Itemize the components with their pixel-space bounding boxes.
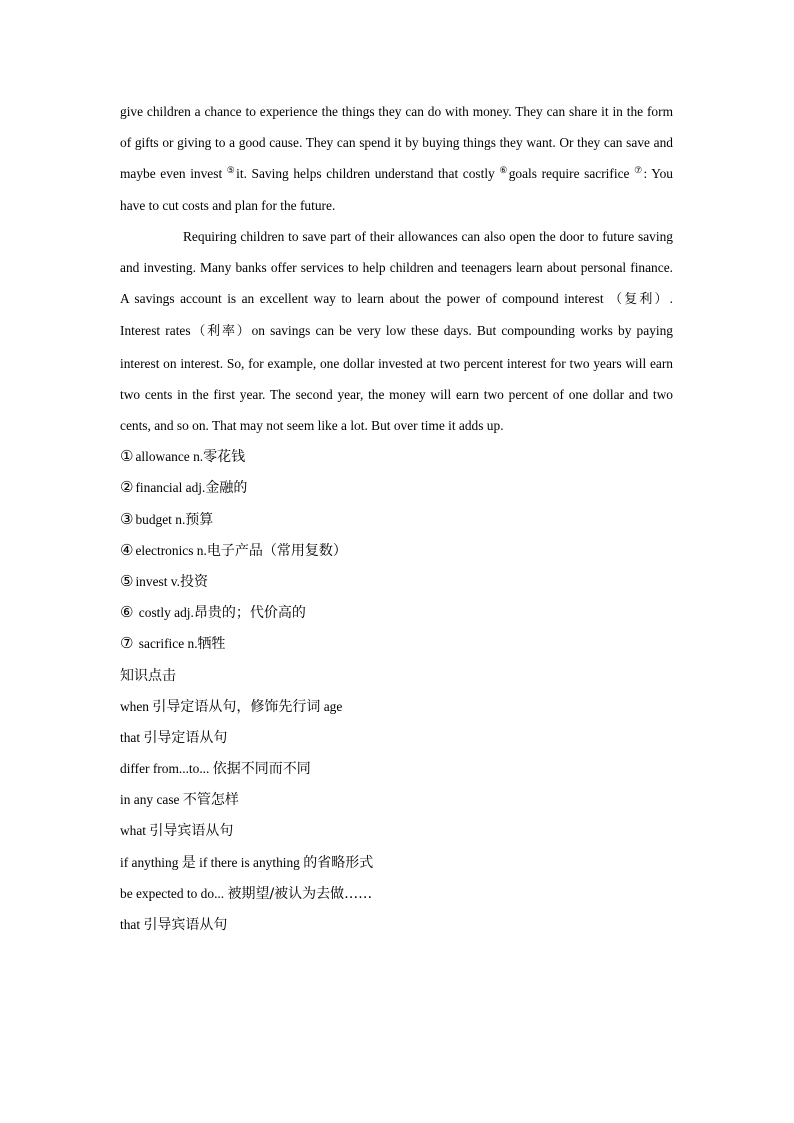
knowledge-phrase: be expected to do... <box>120 885 228 901</box>
paragraph-2-text-c: on savings can be very low these days. But compounding works by paying interest on interest. So, for example, one dollar invested at two percent interest for two years will earn two cents in the first year. The second year, the money will earn two percent of one dollar and two cents, and so on. That may not seem like a lot. But over time it adds up. <box>120 323 673 434</box>
vocabulary-list <box>120 441 673 659</box>
knowledge-phrase: that <box>120 917 144 933</box>
knowledge-note: 是 <box>181 854 196 871</box>
document-page <box>120 96 673 940</box>
knowledge-list <box>120 691 673 941</box>
vocab-word: electronics n. <box>135 542 207 558</box>
knowledge-note: 依据不同而不同 <box>212 761 311 778</box>
knowledge-item <box>120 847 673 878</box>
paragraph-2-gloss-rates: （利率） <box>190 324 252 340</box>
vocab-number: ⑤ <box>120 571 134 590</box>
knowledge-phrase-extra: age <box>320 698 343 714</box>
knowledge-note: 引导宾语从句 <box>143 917 228 934</box>
vocab-meaning: 牺牲 <box>197 636 226 653</box>
knowledge-phrase: what <box>120 823 150 839</box>
vocab-number: ④ <box>120 540 134 559</box>
knowledge-phrase-extra: if there is anything <box>195 854 304 870</box>
paragraph-1-text-c: goals require sacrifice <box>508 166 635 182</box>
vocab-item <box>120 566 673 597</box>
knowledge-phrase: in any case <box>120 792 183 808</box>
vocab-word: invest v. <box>135 573 180 589</box>
knowledge-phrase: when <box>120 698 153 714</box>
knowledge-phrase: that <box>120 729 144 745</box>
vocab-word: costly adj. <box>135 605 194 621</box>
vocab-number: ⑦ <box>120 634 134 653</box>
footnote-ref-6: ⑥ <box>499 165 509 176</box>
knowledge-note: 引导宾语从句 <box>149 823 234 840</box>
paragraph-2 <box>120 221 673 441</box>
knowledge-note: 不管怎样 <box>182 792 239 809</box>
knowledge-phrase: if anything <box>120 854 182 870</box>
vocab-item <box>120 597 673 628</box>
paragraph-2-text-a: Requiring children to save part of their allowances can also open the door to future saving and investing. Many banks offer services to help children and teenagers learn about personal finance. A savings account is an excellent way to learn about the power of compound interest <box>120 228 673 307</box>
vocab-item <box>120 504 673 535</box>
vocab-number: ③ <box>120 509 134 528</box>
vocab-word: sacrifice n. <box>135 636 198 652</box>
vocab-item <box>120 441 673 472</box>
vocab-meaning: 投资 <box>179 573 208 590</box>
paragraph-2-text-b: . Interest rates <box>120 291 673 339</box>
footnote-ref-5: ⑤ <box>226 165 237 176</box>
vocab-meaning: 昂贵的；代价高的 <box>193 605 306 622</box>
knowledge-phrase: differ from...to... <box>120 761 213 777</box>
vocab-meaning: 预算 <box>185 511 214 528</box>
knowledge-item <box>120 784 673 815</box>
paragraph-2-gloss-compound: （复利） <box>609 292 670 308</box>
section-title-text: 知识点击 <box>120 667 176 684</box>
vocab-item <box>120 535 673 566</box>
knowledge-item <box>120 691 673 722</box>
vocab-number: ① <box>120 447 134 466</box>
footnote-ref-7: ⑦ <box>634 165 644 176</box>
paragraph-1-text-a: give children a chance to experience the things they can do with money. They can share it in the form of gifts or giving to a good cause. They can spend it by buying things they want. Or they can save and maybe even invest <box>120 104 673 182</box>
vocab-meaning: 金融的 <box>205 480 248 497</box>
knowledge-item <box>120 722 673 753</box>
knowledge-item <box>120 815 673 846</box>
knowledge-note-extra: 的省略形式 <box>303 854 374 871</box>
vocab-word: financial adj. <box>135 480 206 496</box>
knowledge-note: 引导定语从句 <box>143 729 228 746</box>
knowledge-item <box>120 909 673 940</box>
knowledge-item <box>120 753 673 784</box>
knowledge-section-title <box>120 660 673 691</box>
vocab-number: ② <box>120 478 134 497</box>
paragraph-1-text-b: it. Saving helps children understand that costly <box>236 166 500 182</box>
knowledge-item <box>120 878 673 909</box>
paragraph-1-text-d: : You have to cut costs and plan for the future. <box>120 166 673 213</box>
vocab-number: ⑥ <box>120 603 134 622</box>
vocab-meaning: 电子产品（常用复数） <box>206 542 347 559</box>
knowledge-note: 被期望/被认为去做…… <box>227 885 373 902</box>
vocab-item <box>120 472 673 503</box>
paragraph-1 <box>120 96 673 221</box>
knowledge-note: 引导定语从句，修饰先行词 <box>152 698 321 715</box>
vocab-meaning: 零花钱 <box>203 449 246 466</box>
vocab-word: allowance n. <box>135 449 204 465</box>
vocab-item <box>120 628 673 659</box>
vocab-word: budget n. <box>135 511 186 527</box>
